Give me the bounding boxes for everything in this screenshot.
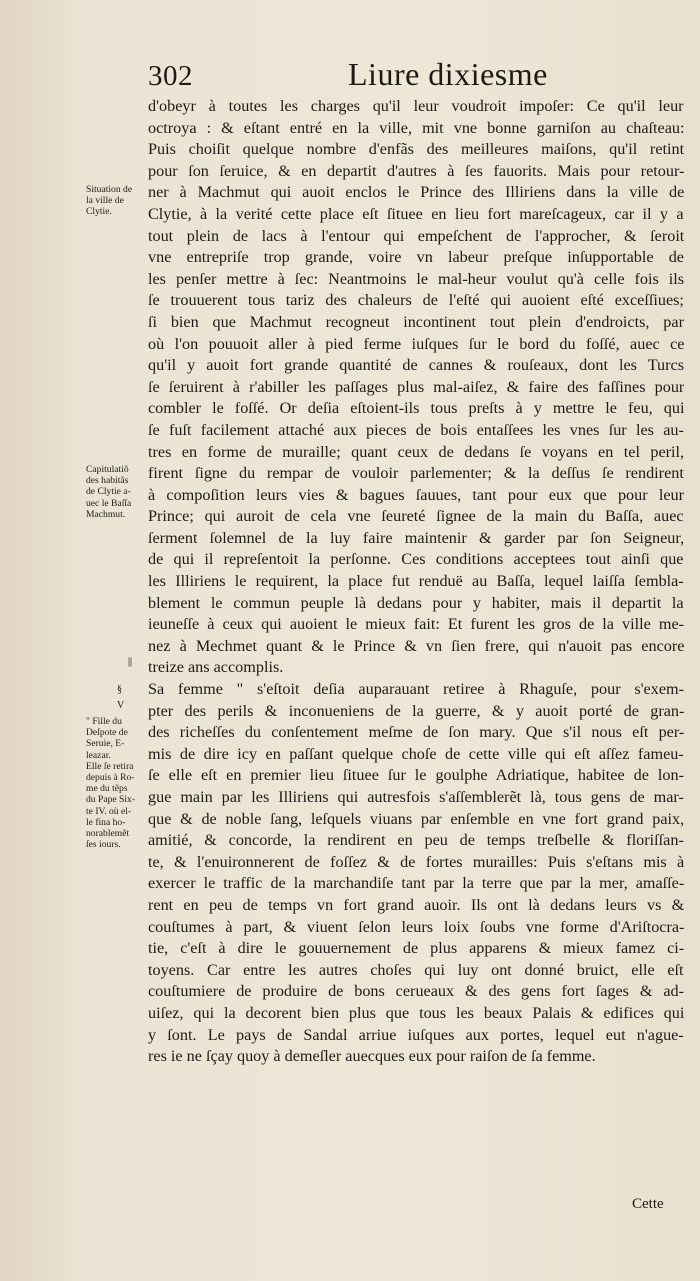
margin-note-line: de Clytie a- xyxy=(86,486,131,498)
catchword: Cette xyxy=(632,1196,664,1212)
margin-note-situation xyxy=(86,184,148,218)
margin-note-line: Machmut. xyxy=(86,508,126,520)
margin-note-line: Elle ſe retira xyxy=(86,760,134,772)
margin-note-line: Capitulatiõ xyxy=(86,464,129,475)
text-line: Clytie, à la verité cette place eſt ſituee en lieu fort mareſcageux, car il y a xyxy=(148,204,684,223)
margin-note-line: des habitãs xyxy=(86,475,129,487)
text-line: y ſont. Le pays de Sandal arriue iuſques aux portes, lequel eut n'ague- xyxy=(148,1025,684,1044)
margin-note-line: le fina ho- xyxy=(86,816,126,828)
text-line: de qui il repreſentoit la perſonne. Ces conditions acceptees tout ainſi que xyxy=(148,550,684,569)
text-line: Prince; qui auroit de cela vne ſeureté ſignee de la main du Baſſa, auec xyxy=(148,507,684,526)
page-number: 302 xyxy=(148,60,193,92)
text-line: gue main par les Illiriens qui autresfois s'aſſemblerẽt là, tous gens de mar- xyxy=(148,788,684,806)
text-line: couſtumes à part, & viuent ſelon leurs loix ſoubs vne forme d'Ariſtocra- xyxy=(148,917,684,936)
text-line: ner à Machmut qui auoit enclos le Prince des Illiriens dans la ville de xyxy=(148,183,684,202)
text-line: ieuneſſe à ceux qui auoient le mieux fait: Et furent les gros de la ville me- xyxy=(148,615,684,634)
text-line: tout plein de lacs à l'entour qui empeſchent de l'approcher, & ſeroit xyxy=(148,226,684,245)
text-line: pter des perils & inconueniens de la guerre, & y auoit porté de gran- xyxy=(148,701,684,720)
running-title: Liure dixiesme xyxy=(348,56,548,92)
text-line: blement le commun peuple là dedans pour y habiter, mais il departit la xyxy=(148,593,684,612)
text-line: tie, c'eſt à dire le gouuernement de plus apparens & mieux famez ci- xyxy=(148,939,684,958)
section-mark: § xyxy=(117,684,122,695)
text-line: amitié, & concorde, la rendirent en peu de temps treſbelle & floriſſan- xyxy=(148,831,684,850)
margin-note-line: me du tẽps xyxy=(86,783,128,795)
text-line: res ie ne ſçay quoy à demeſler auecques eux pour raiſon de ſa femme. xyxy=(148,1047,596,1066)
text-line: des richeſſes du conſentement meſme de ſon mary. Que s'il nous eſt per- xyxy=(148,723,684,742)
text-line: uiſez, qui la decorent bien plus que tous les beaux Palais & edifices qui xyxy=(148,1003,684,1022)
text-line: pour ſon ſeruice, & en departit d'autres à ſes fauorits. Mais pour retour- xyxy=(148,161,684,180)
text-line: nez à Mechmet quant & le Prince & vn ſien frere, qui n'auoit pas encore xyxy=(148,636,684,655)
section-mark: V xyxy=(117,700,125,711)
text-line: Sa femme " s'eſtoit deſia auparauant retiree à Rhaguſe, pour s'exem- xyxy=(148,680,684,699)
text-line: ſe fuſt facilement attaché aux pieces de bois entaſſees les vnes ſur les au- xyxy=(148,420,684,439)
body-text xyxy=(148,96,684,1068)
text-line: ſe trouuerent tous tariz des chaleurs de l'eſté qui auoient eſté exceſſiues; xyxy=(148,291,684,310)
text-line: d'obeyr à toutes les charges qu'il leur voudroit impoſer: Ce qu'il leur xyxy=(148,97,684,115)
text-line: exercer le traffic de la marchandiſe tant par la terre que par la mer, amaſſe- xyxy=(148,874,684,893)
text-line: vne entrepriſe trop grande, voire vn labeur preſque inſupportable de xyxy=(148,248,684,267)
text-line: ſerment ſolemnel de la luy faire maintenir & garder par ſon Seigneur, xyxy=(148,528,684,547)
margin-note-line: du Pape Six- xyxy=(86,794,136,806)
ink-smudge xyxy=(128,657,132,667)
text-line: mis de dire icy en paſſant quelque choſe de cette ville qui eſt aſſez fameu- xyxy=(148,744,684,763)
text-line: à compoſition leurs vies & bagues ſauues, tant pour eux que pour leur xyxy=(148,485,684,504)
margin-note-line: te IV. où el- xyxy=(86,805,132,817)
text-line: les Illiriens le requirent, la place fut renduë au Baſſa, lequel laiſſa ſembla- xyxy=(148,572,684,591)
margin-note-line: Situation de xyxy=(86,184,133,195)
margin-note-line: " Fille du xyxy=(86,716,122,727)
text-line: qu'il y auoit fort grande quantité de cannes & rouſeaux, dont les Turcs xyxy=(148,356,684,375)
text-line: octroya : & eſtant entré en la ville, mit vne bonne garniſon au chaſteau: xyxy=(148,118,684,137)
margin-note-line: depuis à Ro- xyxy=(86,772,135,784)
text-line: Puis choiſit quelque nombre d'enfãs des meilleures maiſons, qu'il retint xyxy=(148,140,684,159)
margin-note-line: ſes iours. xyxy=(86,839,121,851)
text-line: les penſer mettre à ſec: Neantmoins le mal-heur voulut qu'à celle fois ils xyxy=(148,269,684,288)
text-line: ſi bien que Machmut recogneut incontinent tout plein d'endroicts, par xyxy=(148,312,684,331)
margin-note-capitulation xyxy=(86,464,148,520)
margin-note-line: norablemẽt xyxy=(86,828,130,840)
margin-note-line: Deſpote de xyxy=(86,727,128,739)
text-line: couſtumiere de produire de bons cerueaux & des gens fort ſages & ad- xyxy=(148,982,684,1001)
page-header xyxy=(148,56,688,96)
margin-note-line: la ville de xyxy=(86,195,124,207)
text-line: ſe ſeruirent à r'abiller les paſſages plus mal-aiſez, & faire des faſſines pour xyxy=(148,377,684,396)
text-line: firent ſigne du rempar de vouloir parlementer; & la deſſus ſe rendirent xyxy=(148,464,684,483)
margin-note-daughter-of-despot xyxy=(86,716,148,850)
text-line: combler le foſſé. Or deſia eſtoient-ils tous preſts à y mettre le feu, qui xyxy=(148,399,684,418)
text-line: rent en peu de temps vn fort grand auoir. Ils ont là dedans leurs vs & xyxy=(148,895,684,914)
margin-note-line: Clytie. xyxy=(86,206,112,218)
text-line: que & de noble ſang, leſquels viuans par enſemble en vne fort grand paix, xyxy=(148,809,684,828)
text-line: te, & l'enuironnerent de foſſez & de fortes murailles: Puis s'eſtans mis à xyxy=(148,852,684,871)
margin-note-line: leazar. xyxy=(86,749,111,761)
text-line: toyens. Car entre les autres choſes qui luy ont donné bruict, elle eſt xyxy=(148,960,684,979)
text-line: tres en forme de muraille; quant ceux de dedans ſe voyans en tel peril, xyxy=(148,442,684,461)
text-line: où l'on pouuoit aller à pied ferme iuſques ſur le bord du foſſé, auec ce xyxy=(148,334,684,353)
margin-note-line: uec le Baſſa xyxy=(86,497,132,509)
margin-note-line: Seruie, E- xyxy=(86,738,125,750)
text-line: treize ans accomplis. xyxy=(148,658,284,677)
text-line: ſe elle eſt en premier lieu ſituee ſur le goulphe Adriatique, habitee de lon- xyxy=(148,766,684,785)
